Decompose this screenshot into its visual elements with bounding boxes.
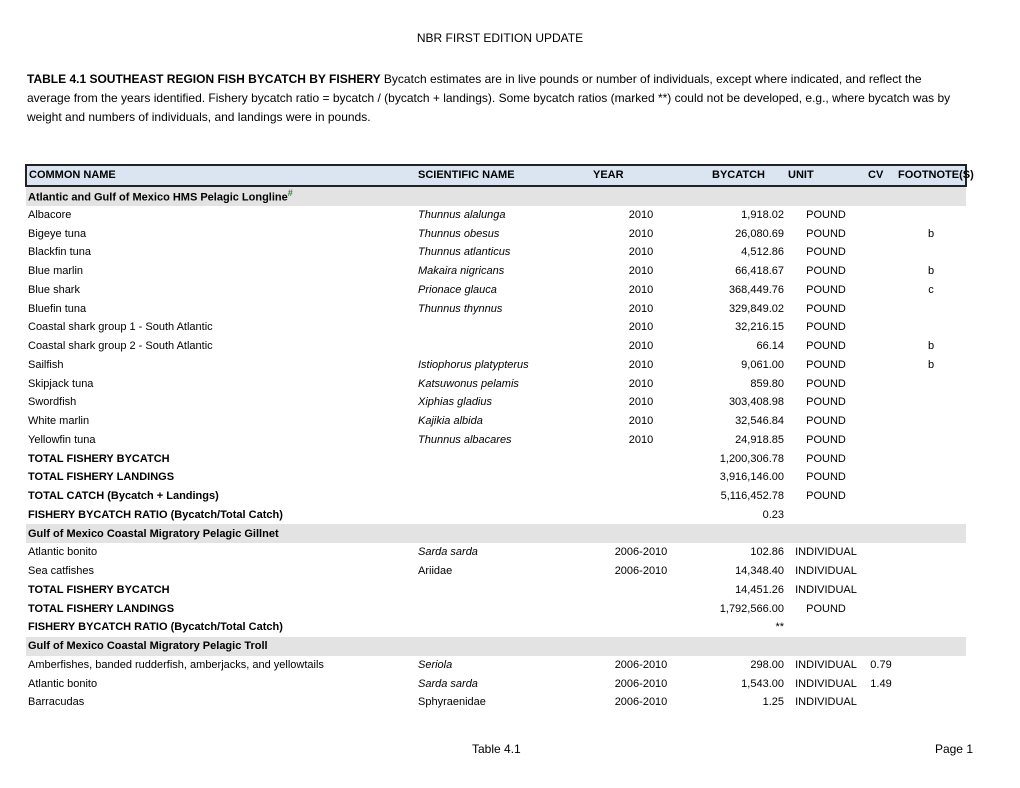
cell-footnote — [896, 374, 966, 393]
table-row — [26, 599, 966, 618]
cell-common-name: White marlin — [28, 415, 90, 428]
section-title-text: Gulf of Mexico Coastal Migratory Pelagic Troll — [28, 640, 268, 653]
cell-bycatch: 1,792,566.00 — [719, 602, 784, 615]
cell-unit: INDIVIDUAL — [795, 546, 857, 559]
section-title-superscript: # — [287, 188, 293, 199]
col-header-bycatch: BYCATCH — [691, 165, 786, 186]
cell-year — [591, 618, 691, 637]
cell-footnote — [896, 618, 966, 637]
section-title-text: Atlantic and Gulf of Mexico HMS Pelagic Longline — [28, 191, 288, 204]
cell-cv — [866, 693, 896, 712]
cell-scientific-name: Sarda sarda — [418, 677, 478, 690]
cell-year — [591, 581, 691, 600]
cell-footnote — [896, 468, 966, 487]
cell-unit — [786, 506, 866, 525]
table-row — [26, 206, 966, 225]
cell-bycatch: 1,918.02 — [741, 208, 784, 221]
cell-unit: POUND — [806, 602, 846, 615]
table-row — [26, 656, 966, 675]
table-caption — [27, 70, 967, 127]
cell-scientific-name: Thunnus atlanticus — [418, 246, 511, 259]
cell-footnote — [896, 431, 966, 450]
cell-scientific-name: Kajikia albida — [418, 415, 483, 428]
cell-bycatch: 4,512.86 — [741, 246, 784, 259]
cell-footnote — [896, 543, 966, 562]
table-row — [26, 318, 966, 337]
table-row — [26, 337, 966, 356]
cell-scientific-name — [416, 618, 591, 637]
cell-unit: POUND — [806, 471, 846, 484]
cell-cv — [866, 599, 896, 618]
cell-footnote: b — [927, 227, 935, 240]
cell-footnote — [896, 506, 966, 525]
cell-common-name: TOTAL FISHERY LANDINGS — [28, 471, 175, 484]
page-header: NBR FIRST EDITION UPDATE — [416, 31, 584, 45]
table-row — [26, 449, 966, 468]
cell-year — [591, 449, 691, 468]
cell-unit: POUND — [806, 340, 846, 353]
cell-footnote — [896, 599, 966, 618]
section-header-row — [26, 524, 966, 543]
cell-common-name: TOTAL FISHERY BYCATCH — [28, 452, 170, 465]
cell-common-name: Albacore — [28, 208, 72, 221]
cell-scientific-name: Katsuwonus pelamis — [418, 377, 519, 390]
cell-scientific-name — [416, 468, 591, 487]
cell-year: 2006-2010 — [614, 658, 668, 671]
cell-bycatch: 26,080.69 — [735, 227, 784, 240]
col-header-scientific-name: SCIENTIFIC NAME — [416, 165, 591, 186]
cell-cv — [866, 431, 896, 450]
cell-bycatch: 14,451.26 — [735, 583, 784, 596]
cell-year: 2010 — [628, 227, 654, 240]
cell-scientific-name: Sarda sarda — [418, 546, 478, 559]
cell-year: 2010 — [628, 396, 654, 409]
table-row — [26, 356, 966, 375]
cell-cv — [866, 206, 896, 225]
table-row — [26, 581, 966, 600]
cell-footnote: b — [927, 265, 935, 278]
cell-unit: POUND — [806, 433, 846, 446]
cell-unit: POUND — [806, 302, 846, 315]
cell-common-name: Coastal shark group 1 - South Atlantic — [28, 321, 213, 334]
cell-unit: INDIVIDUAL — [795, 583, 857, 596]
cell-scientific-name: Xiphias gladius — [418, 396, 492, 409]
cell-unit: POUND — [806, 227, 846, 240]
cell-unit: POUND — [806, 208, 846, 221]
cell-footnote — [896, 581, 966, 600]
cell-cv — [866, 449, 896, 468]
cell-common-name: Blackfin tuna — [28, 246, 91, 259]
cell-common-name: TOTAL FISHERY BYCATCH — [28, 583, 170, 596]
cell-cv — [866, 374, 896, 393]
cell-scientific-name: Sphyraenidae — [418, 696, 486, 709]
cell-footnote — [896, 412, 966, 431]
cell-bycatch: 24,918.85 — [735, 433, 784, 446]
cell-bycatch: 5,116,452.78 — [720, 490, 784, 503]
footer-table-label: Table 4.1 — [472, 742, 521, 756]
table-row — [26, 299, 966, 318]
cell-cv — [866, 318, 896, 337]
cell-bycatch: 859.80 — [750, 377, 784, 390]
cell-year: 2010 — [628, 415, 654, 428]
table-row — [26, 487, 966, 506]
cell-cv — [866, 337, 896, 356]
table-header-row — [26, 165, 966, 186]
cell-footnote — [896, 656, 966, 675]
section-title-text: Gulf of Mexico Coastal Migratory Pelagic Gillnet — [28, 527, 279, 540]
cell-unit: INDIVIDUAL — [795, 658, 857, 671]
cell-footnote — [896, 243, 966, 262]
cell-cv — [866, 543, 896, 562]
cell-cv — [866, 581, 896, 600]
cell-year: 2006-2010 — [614, 546, 668, 559]
cell-scientific-name: Makaira nigricans — [418, 265, 505, 278]
cell-scientific-name — [416, 581, 591, 600]
cell-bycatch: 298.00 — [750, 658, 784, 671]
cell-common-name: Sea catfishes — [28, 565, 95, 578]
table-row — [26, 674, 966, 693]
table-row — [26, 543, 966, 562]
col-header-cv: CV — [866, 165, 896, 186]
cell-year — [591, 506, 691, 525]
cell-bycatch: 32,216.15 — [735, 321, 784, 334]
cell-common-name: Barracudas — [28, 696, 85, 709]
table-row — [26, 412, 966, 431]
table-row — [26, 618, 966, 637]
cell-footnote — [896, 487, 966, 506]
cell-year: 2010 — [628, 208, 654, 221]
caption-title: TABLE 4.1 SOUTHEAST REGION FISH BYCATCH BY FISHERY — [27, 72, 381, 86]
cell-scientific-name — [416, 449, 591, 468]
table-row — [26, 562, 966, 581]
cell-cv — [866, 224, 896, 243]
cell-cv — [866, 506, 896, 525]
cell-unit: POUND — [806, 377, 846, 390]
cell-year: 2006-2010 — [614, 696, 668, 709]
cell-cv — [866, 412, 896, 431]
bycatch-table — [25, 164, 974, 712]
cell-year — [591, 599, 691, 618]
cell-year: 2010 — [628, 321, 654, 334]
cell-common-name: FISHERY BYCATCH RATIO (Bycatch/Total Catch) — [28, 621, 283, 634]
cell-unit: POUND — [806, 246, 846, 259]
cell-year: 2010 — [628, 265, 654, 278]
cell-footnote — [896, 562, 966, 581]
table-row — [26, 224, 966, 243]
cell-bycatch: 0.23 — [762, 508, 784, 521]
cell-year — [591, 487, 691, 506]
table-body — [26, 186, 966, 712]
cell-cv — [866, 562, 896, 581]
cell-cv — [866, 299, 896, 318]
cell-unit: INDIVIDUAL — [795, 696, 857, 709]
cell-bycatch: 66,418.67 — [735, 265, 784, 278]
col-header-year: YEAR — [591, 165, 691, 186]
cell-bycatch: ** — [775, 621, 784, 634]
col-header-common-name: COMMON NAME — [26, 165, 416, 186]
section-title — [26, 637, 966, 656]
cell-cv — [866, 468, 896, 487]
cell-cv — [866, 356, 896, 375]
cell-bycatch: 1,200,306.78 — [719, 452, 784, 465]
cell-scientific-name — [416, 318, 591, 337]
cell-unit: POUND — [806, 265, 846, 278]
col-header-footnotes: FOOTNOTE(S) — [896, 165, 966, 186]
table-row — [26, 393, 966, 412]
cell-bycatch: 32,546.84 — [735, 415, 784, 428]
cell-bycatch: 66.14 — [756, 340, 784, 353]
cell-scientific-name — [416, 506, 591, 525]
table-row — [26, 374, 966, 393]
cell-scientific-name — [416, 337, 591, 356]
footer-page-number: Page 1 — [934, 742, 973, 756]
cell-footnote — [896, 449, 966, 468]
table-row — [26, 262, 966, 281]
cell-cv — [866, 393, 896, 412]
cell-scientific-name: Ariidae — [418, 565, 453, 578]
section-title — [26, 186, 966, 206]
cell-common-name: Yellowfin tuna — [28, 433, 96, 446]
cell-unit: INDIVIDUAL — [795, 677, 857, 690]
cell-cv — [866, 243, 896, 262]
cell-cv — [866, 281, 896, 300]
caption-body: Bycatch estimates are in live pounds or number of individuals, except where indicated, and reflect the average from the years identified. Fishery bycatch ratio = bycatch / (bycatch + landings). Some bycatch ratios (marked **) could not be developed, e.g., where bycatch was by weight and numbers of individuals, and landings were in pounds. — [27, 72, 951, 124]
cell-cv — [866, 618, 896, 637]
cell-footnote: b — [927, 340, 935, 353]
cell-common-name: Blue marlin — [28, 265, 84, 278]
cell-cv — [866, 262, 896, 281]
col-header-unit: UNIT — [786, 165, 866, 186]
cell-year: 2010 — [628, 340, 654, 353]
cell-year — [591, 468, 691, 487]
cell-year: 2010 — [628, 433, 654, 446]
cell-footnote: c — [928, 283, 934, 296]
cell-year: 2010 — [628, 283, 654, 296]
cell-common-name: Blue shark — [28, 283, 80, 296]
cell-cv: 1.49 — [870, 677, 892, 690]
cell-common-name: Bigeye tuna — [28, 227, 87, 240]
cell-common-name: FISHERY BYCATCH RATIO (Bycatch/Total Catch) — [28, 508, 283, 521]
cell-footnote — [896, 393, 966, 412]
cell-common-name: Skipjack tuna — [28, 377, 94, 390]
cell-unit: POUND — [806, 452, 846, 465]
section-title — [26, 524, 966, 543]
cell-year: 2010 — [628, 358, 654, 371]
cell-common-name: TOTAL FISHERY LANDINGS — [28, 602, 175, 615]
cell-scientific-name: Istiophorus platypterus — [418, 358, 529, 371]
cell-common-name: Bluefin tuna — [28, 302, 87, 315]
cell-common-name: Amberfishes, banded rudderfish, amberjacks, and yellowtails — [28, 658, 324, 671]
cell-bycatch: 1.25 — [762, 696, 784, 709]
cell-footnote — [896, 318, 966, 337]
cell-unit: POUND — [806, 283, 846, 296]
cell-unit: POUND — [806, 415, 846, 428]
cell-unit: INDIVIDUAL — [795, 565, 857, 578]
cell-common-name: Atlantic bonito — [28, 546, 98, 559]
cell-unit: POUND — [806, 358, 846, 371]
cell-footnote: b — [927, 358, 935, 371]
section-header-row — [26, 637, 966, 656]
cell-year: 2010 — [628, 246, 654, 259]
cell-scientific-name: Thunnus obesus — [418, 227, 500, 240]
cell-common-name: Swordfish — [28, 396, 77, 409]
cell-unit — [786, 618, 866, 637]
table-row — [26, 506, 966, 525]
cell-bycatch: 1,543.00 — [741, 677, 784, 690]
table-row — [26, 468, 966, 487]
cell-common-name: Atlantic bonito — [28, 677, 98, 690]
cell-bycatch: 368,449.76 — [728, 283, 784, 296]
cell-bycatch: 3,916,146.00 — [719, 471, 784, 484]
cell-bycatch: 329,849.02 — [728, 302, 784, 315]
cell-cv: 0.79 — [870, 658, 892, 671]
cell-scientific-name: Thunnus albacares — [418, 433, 512, 446]
cell-scientific-name — [416, 599, 591, 618]
cell-year: 2010 — [628, 302, 654, 315]
cell-scientific-name: Seriola — [418, 658, 453, 671]
cell-common-name: Coastal shark group 2 - South Atlantic — [28, 340, 213, 353]
cell-footnote — [896, 299, 966, 318]
cell-unit: POUND — [806, 321, 846, 334]
cell-unit: POUND — [806, 396, 846, 409]
cell-bycatch: 102.86 — [750, 546, 784, 559]
cell-scientific-name — [416, 487, 591, 506]
cell-year: 2010 — [628, 377, 654, 390]
cell-year: 2006-2010 — [614, 677, 668, 690]
cell-year: 2006-2010 — [614, 565, 668, 578]
table-row — [26, 243, 966, 262]
cell-footnote — [896, 693, 966, 712]
cell-scientific-name: Thunnus thynnus — [418, 302, 503, 315]
table-row — [26, 431, 966, 450]
cell-scientific-name: Thunnus alalunga — [418, 208, 506, 221]
cell-common-name: TOTAL CATCH (Bycatch + Landings) — [28, 490, 219, 503]
cell-unit: POUND — [806, 490, 846, 503]
cell-footnote — [896, 674, 966, 693]
cell-scientific-name: Prionace glauca — [418, 283, 497, 296]
section-header-row — [26, 186, 966, 206]
cell-cv — [866, 487, 896, 506]
table-row — [26, 281, 966, 300]
cell-bycatch: 14,348.40 — [735, 565, 784, 578]
cell-footnote — [896, 206, 966, 225]
cell-bycatch: 303,408.98 — [728, 396, 784, 409]
cell-bycatch: 9,061.00 — [741, 358, 784, 371]
table-row — [26, 693, 966, 712]
cell-common-name: Sailfish — [28, 358, 64, 371]
